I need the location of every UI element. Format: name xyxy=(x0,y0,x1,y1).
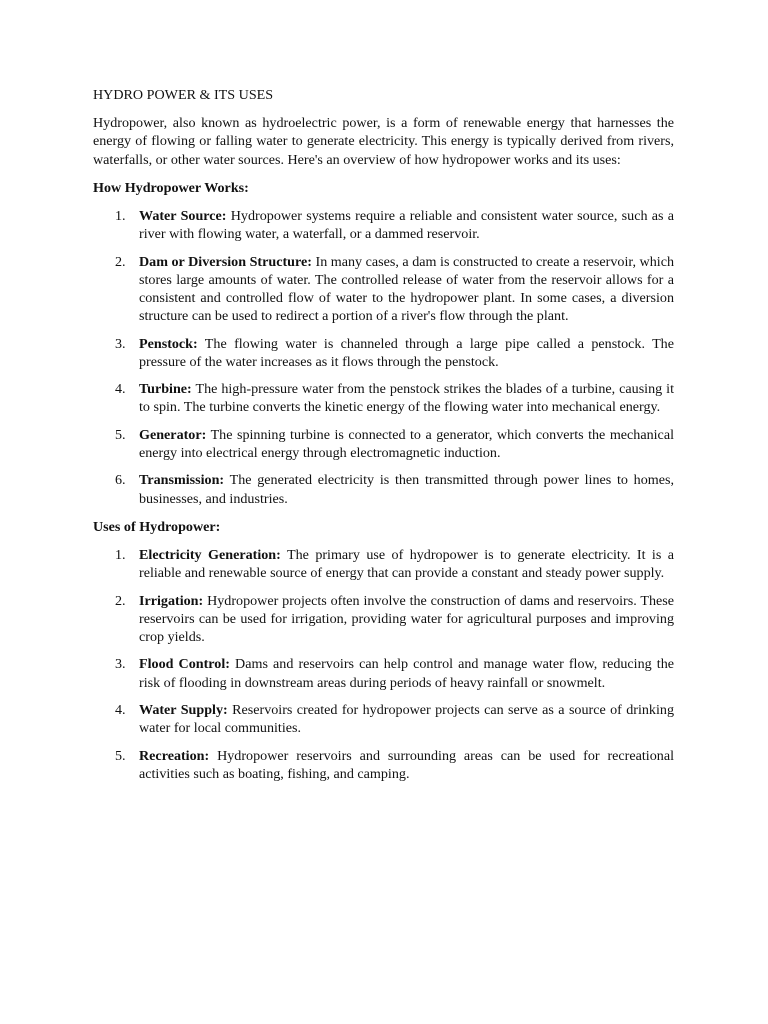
list-item xyxy=(93,747,674,783)
list-text: Reservoirs created for hydropower projects can serve as a source of drinking water for local communities. xyxy=(139,701,674,737)
document-title: HYDRO POWER & ITS USES xyxy=(93,87,274,103)
list-number: 2. xyxy=(115,253,126,270)
list-term: Dam or Diversion Structure: xyxy=(139,253,312,270)
list-text: The flowing water is channeled through a large pipe called a penstock. The pressure of the water increases as it flows through the penstock. xyxy=(139,335,674,370)
list-term: Flood Control: xyxy=(139,656,230,673)
list-text: Hydropower projects often involve the construction of dams and reservoirs. These reservoirs can be used for irrigation, providing water for agricultural purposes and improving crop yields. xyxy=(139,592,674,645)
list-term: Irrigation: xyxy=(139,592,204,609)
list-text: The high-pressure water from the penstock strikes the blades of a turbine, causing it to spin. The turbine converts the kinetic energy of the flowing water into mechanical energy. xyxy=(139,381,674,416)
list-term: Electricity Generation: xyxy=(139,547,281,563)
how-list xyxy=(93,207,674,508)
list-text: The generated electricity is then transmitted through power lines to homes, businesses, and industries. xyxy=(139,472,674,507)
list-item xyxy=(93,207,674,243)
list-number: 4. xyxy=(115,381,126,398)
document-page xyxy=(93,86,674,793)
list-text: In many cases, a dam is constructed to create a reservoir, which stores large amounts of water. The controlled release of water from the reservoir allows for a consistent and controlled flow of water to the hydropower plant. In some cases, a diversion structure can be used to redirect a portion of a river's flow through the plant. xyxy=(139,253,674,325)
list-term: Turbine: xyxy=(139,381,192,398)
list-item xyxy=(93,546,674,582)
list-number: 5. xyxy=(115,747,126,764)
list-number: 1. xyxy=(115,547,126,563)
intro-paragraph: Hydropower, also known as hydroelectric power, is a form of renewable energy that harnesses the energy of flowing or falling water to generate electricity. This energy is typically derived from rivers, waterfalls, or other water sources. Here's an overview of how hydropower works and its uses: xyxy=(93,115,674,168)
list-item xyxy=(93,701,674,737)
list-number: 5. xyxy=(115,426,126,443)
how-section-heading: How Hydropower Works: xyxy=(93,179,249,196)
list-term: Recreation: xyxy=(139,747,210,764)
list-term: Water Supply: xyxy=(139,701,228,718)
list-number: 2. xyxy=(115,592,126,609)
list-item xyxy=(93,471,674,507)
list-item xyxy=(93,380,674,416)
list-text: Dams and reservoirs can help control and manage water flow, reducing the risk of flooding in downstream areas during periods of heavy rainfall or snowmelt. xyxy=(139,656,674,691)
list-text: The primary use of hydropower is to generate electricity. It is a reliable and renewable source of energy that can provide a constant and steady power supply. xyxy=(139,547,674,582)
list-item xyxy=(93,253,674,326)
list-number: 3. xyxy=(115,656,126,673)
list-text: The spinning turbine is connected to a generator, which converts the mechanical energy into electrical energy through electromagnetic induction. xyxy=(139,426,674,461)
uses-section-heading: Uses of Hydropower: xyxy=(93,518,221,535)
list-item xyxy=(93,655,674,691)
list-term: Penstock: xyxy=(139,335,198,352)
list-item xyxy=(93,426,674,462)
list-number: 1. xyxy=(115,208,126,225)
list-term: Generator: xyxy=(139,426,207,443)
list-term: Water Source: xyxy=(139,208,227,225)
list-item xyxy=(93,335,674,371)
list-term: Transmission: xyxy=(139,472,225,489)
list-text: Hydropower reservoirs and surrounding areas can be used for recreational activities such as boating, fishing, and camping. xyxy=(139,747,674,782)
list-item xyxy=(93,592,674,647)
list-number: 4. xyxy=(115,701,126,718)
list-number: 6. xyxy=(115,472,126,489)
list-number: 3. xyxy=(115,335,126,352)
list-text: Hydropower systems require a reliable and consistent water source, such as a river with flowing water, a waterfall, or a dammed reservoir. xyxy=(139,208,674,243)
uses-list xyxy=(93,546,674,783)
